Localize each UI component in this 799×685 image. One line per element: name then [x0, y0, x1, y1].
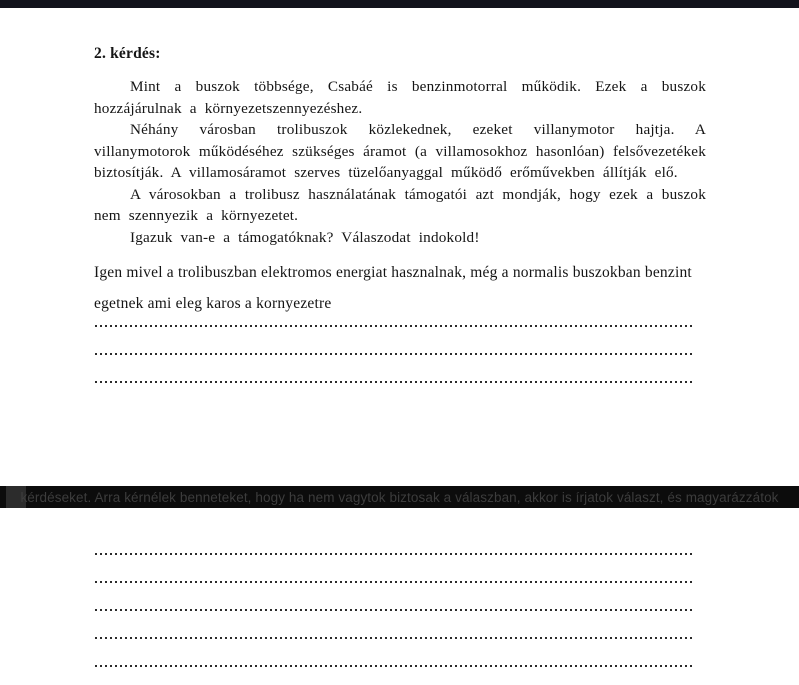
- question-paragraph-2: Néhány városban trolibuszok közlekednek, ezeket villanymotor hajtja. A villanymotorok működéséhez szükséges áramot (a villamosokhoz hasonlóan) felsővezetékek biztosítják. A villamosáramot szerves tüzelőanyaggal működő erőművekben állítják elő.: [94, 121, 706, 181]
- answer-lines-bottom: [95, 508, 692, 667]
- dotted-answer-line: [95, 665, 692, 667]
- next-page-section: [0, 508, 799, 667]
- dotted-answer-line: [95, 609, 692, 611]
- dotted-answer-line: [95, 553, 692, 555]
- dotted-answer-line: [95, 381, 692, 383]
- page-divider-bar: [0, 486, 799, 508]
- question-paragraph-3: A városokban a trolibusz használatának támogatói azt mondják, hogy ezek a buszok nem szennyezik a környezetet.: [94, 185, 706, 224]
- divider-overlay-text: kérdéseket. Arra kérnélek benneteket, hogy ha nem vagytok biztosak a válaszban, akkor is írjatok választ, és magyarázzátok: [20, 490, 779, 505]
- dotted-answer-line: [95, 353, 692, 355]
- question-prompt: Igazuk van-e a támogatóknak? Válaszodat indokold!: [130, 228, 480, 246]
- dotted-answer-line: [95, 581, 692, 583]
- dotted-answer-line: [95, 637, 692, 639]
- student-answer-text: Igen mivel a trolibuszban elektromos energiat hasznalnak, még a normalis buszokban benzint egetnek ami eleg karos a kornyezetre: [94, 264, 692, 312]
- question-paragraph-1: Mint a buszok többsége, Csabáé is benzinmotorral működik. Ezek a buszok hozzájárulnak a környezetszennyezéshez.: [94, 78, 706, 117]
- question-heading: 2. kérdés:: [94, 45, 161, 62]
- question-section: [0, 8, 799, 486]
- dotted-answer-line: [95, 325, 692, 327]
- answer-lines-top: [95, 319, 692, 383]
- page-top-edge-strip: [0, 0, 799, 8]
